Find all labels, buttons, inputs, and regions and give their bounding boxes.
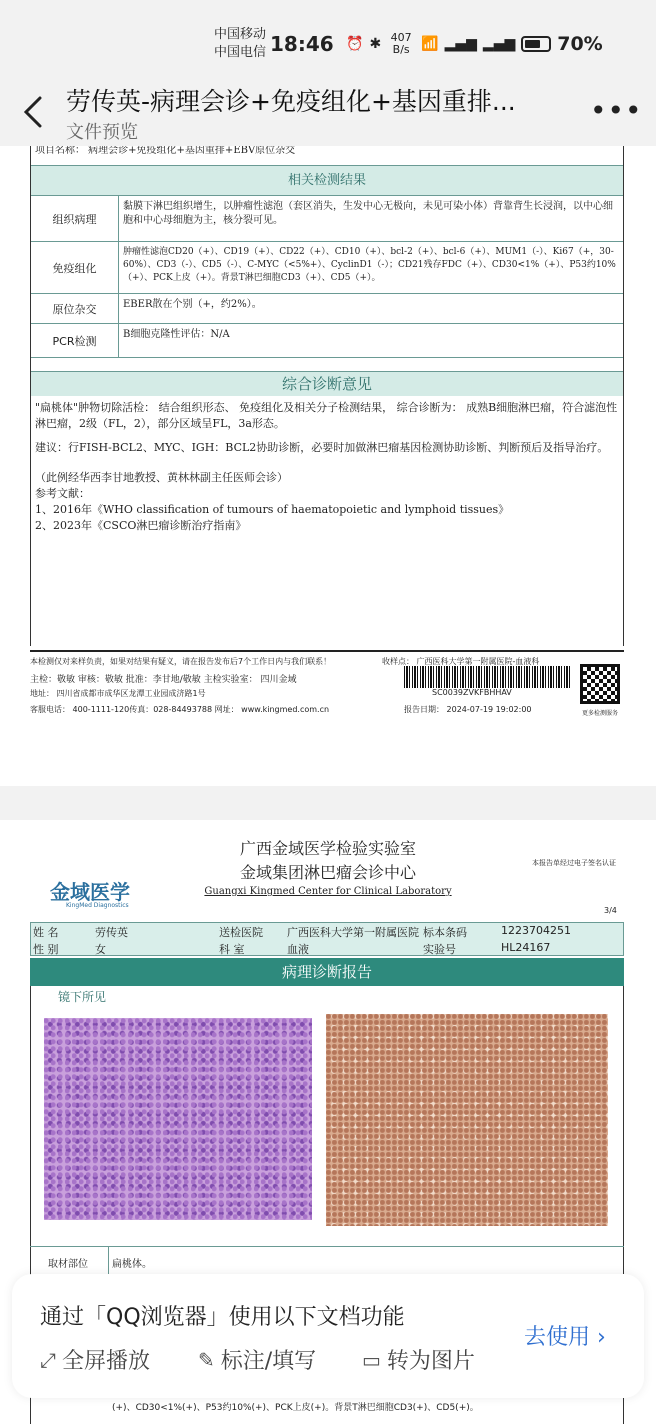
site-value: 扁桃体。 [112,1259,152,1270]
specimen-barcode-label: 标本条码 [423,926,467,939]
row-value: EBER散在个别（+，约2%）。 [123,299,262,310]
report-date: 报告日期： 2024-07-19 19:02:00 [404,705,532,714]
fullscreen-icon: ⤢ [40,1347,56,1372]
row-value: 肿瘤性滤泡CD20（+）、CD19（+）、CD22（+）、CD10（+）、bcl-2（+）、bcl-6（+）、MUM1（-）、Ki67（+，30-60%）、CD3（-）、CD5（-）、C-MYC（<5%+）、CyclinD1（-）；CD21残存FDC（+）、CD30<1%（+）、P53约10%（+）、PCK上皮（+）。背景T淋巴细胞CD3（+）、CD5（+）。 [123,247,616,283]
dept-label: 科 室 [219,943,245,956]
more-options-icon[interactable]: ••• [590,94,643,127]
back-arrow-icon[interactable] [20,90,50,134]
edit-icon: ✎ [198,1347,215,1372]
alarm-icon: ⏰ [346,36,364,52]
specimen-barcode: 1223704251 [501,924,571,937]
lab-no: HL24167 [501,941,551,954]
address-line: 地址： 四川省成都市成华区龙潭工业园成济路1号 [30,689,206,698]
row-label: 原位杂交 [31,294,119,323]
signature-note: 本报告单经过电子签名认证 [532,859,616,867]
section-diagnosis: 综合诊断意见 [31,372,623,396]
convert-to-image-button[interactable] [362,1344,475,1375]
result-row [31,294,623,324]
consult-line: （此例经华西李甘地教授、黄林林副主任医师会诊） [35,471,288,484]
status-icons [346,30,603,58]
project-name-line: 项目名称： 病理会诊+免疫组化+基因重排+EBV原位杂交 [31,146,623,166]
receive-point: 收样点： 广西医科大学第一附属医院-血液科 [382,657,540,666]
qq-browser-prompt [12,1274,644,1398]
image-icon: ▭ [362,1347,381,1372]
report-title-bar: 病理诊断报告 [30,958,624,986]
report-barcode [404,666,572,688]
micro-label: 镜下所见 [58,990,107,1004]
carrier-1: 中国移动 [214,27,267,42]
diagnosis-line: "扁桃体"肿物切除活检： 结合组织形态、 免疫组化及相关分子检测结果， 综合诊断为： 成熟B细胞淋巴瘤，符合滤泡性淋巴瘤，2级（FL，2），部分区域呈FL，3a形态。 [35,401,618,430]
wifi-icon: 📶 [421,36,439,52]
row-label: 组织病理 [31,196,119,241]
diagnosis-text [31,396,623,538]
ihc-stain-image [326,1014,608,1226]
prompt-message: 通过「QQ浏览器」使用以下文档功能 [40,1305,405,1330]
bottom-cut-text: (+)、CD30<1%(+)、P53约10%(+)、PCK上皮(+)。背景T淋巴细胞CD3(+)、CD5(+)。 [112,1403,479,1413]
examiner-line: 主检：敬敏 审核：敬敏 批准：李甘地/敬敏 主检实验室： 四川金域 [30,675,297,685]
section-related-results: 相关检测结果 [31,166,623,196]
signal-icon-2: ▂▄▆ [482,36,516,52]
carrier-info [214,26,266,62]
footer-note: 本检测仅对来样负责，如果对结果有疑义，请在报告发布后7个工作日内与我们联系！ [30,657,332,666]
feature-label: 标注/填写 [220,1349,317,1374]
site-row [30,1246,624,1276]
bluetooth-icon: ✱ [369,36,382,52]
qr-code [580,664,620,704]
dept-value: 血液 [287,943,309,956]
feature-label: 转为图片 [386,1349,475,1374]
network-speed: 407 B/s [390,31,412,56]
page-number: 3/4 [604,906,617,915]
result-row [31,324,623,358]
patient-sex: 女 [95,943,106,956]
site-label: 取材部位 [48,1259,88,1270]
suggestion-line: 建议：行FISH-BCL2、MYC、IGH：BCL2协助诊断，必要时加做淋巴瘤基因检测协助诊断、判断预后及指导治疗。 [35,441,609,454]
report-table-1 [30,146,624,646]
page-subtitle: 文件预览 [66,122,138,143]
signal-icon-1: ▂▄▆ [444,36,477,52]
row-value: B细胞克隆性评估：N/A [123,329,230,340]
lab-no-label: 实验号 [423,943,456,956]
feature-label: 全屏播放 [62,1349,151,1374]
lab-name: 广西金域医学检验实验室 [239,839,416,858]
report-page-1 [0,146,656,786]
footer-divider [30,650,624,652]
company-logo: 金域医学 [50,880,130,904]
hospital-value: 广西医科大学第一附属医院 [287,926,419,939]
patient-info [30,922,624,956]
he-stain-image [44,1018,312,1220]
result-row [31,242,623,294]
center-name: 金域集团淋巴瘤会诊中心 [239,863,416,882]
carrier-2: 中国电信 [214,45,267,60]
reference-1: 1、2016年《WHO classification of tumours of haematopoietic and lymphoid tissues》 [35,503,510,516]
app-header [0,80,656,146]
name-label: 姓 名 [33,926,59,939]
fullscreen-play-button[interactable] [40,1344,150,1375]
barcode-text: SC0039ZVKFBHHAV [432,688,512,697]
row-label: PCR检测 [31,324,119,357]
use-button[interactable]: 去使用 › [524,1325,606,1350]
row-value: 黏膜下淋巴组织增生，以肿瘤性滤泡（套区消失，生发中心无极向，未见可染小体）背靠背生长浸润，以中心细胞和中心母细胞为主，核分裂可见。 [123,201,613,226]
references-heading: 参考文献： [35,487,90,500]
hospital-label: 送检医院 [219,926,263,939]
row-label: 免疫组化 [31,242,119,293]
result-row [31,196,623,242]
battery-percent: 70% [557,33,603,55]
contact-line: 客服电话： 400-1111-120传真：028-84493788 网址： www.kingmed.com.cn [30,705,330,714]
annotate-fill-button[interactable] [198,1344,316,1375]
sex-label: 性 别 [33,943,59,956]
clock: 18:46 [270,32,334,56]
center-english-name: Guangxi Kingmed Center for Clinical Laboratory [204,886,452,897]
battery-icon [521,36,551,52]
reference-2: 2、2023年《CSCO淋巴瘤诊断治疗指南》 [35,519,247,532]
company-logo-subtext: KingMed Diagnostics [66,902,129,909]
page-title: 劳传英-病理会诊+免疫组化+基因重排... [66,87,516,116]
patient-name: 劳传英 [95,926,128,939]
qr-caption: 更多检测服务 [582,710,619,717]
status-bar [0,0,656,80]
